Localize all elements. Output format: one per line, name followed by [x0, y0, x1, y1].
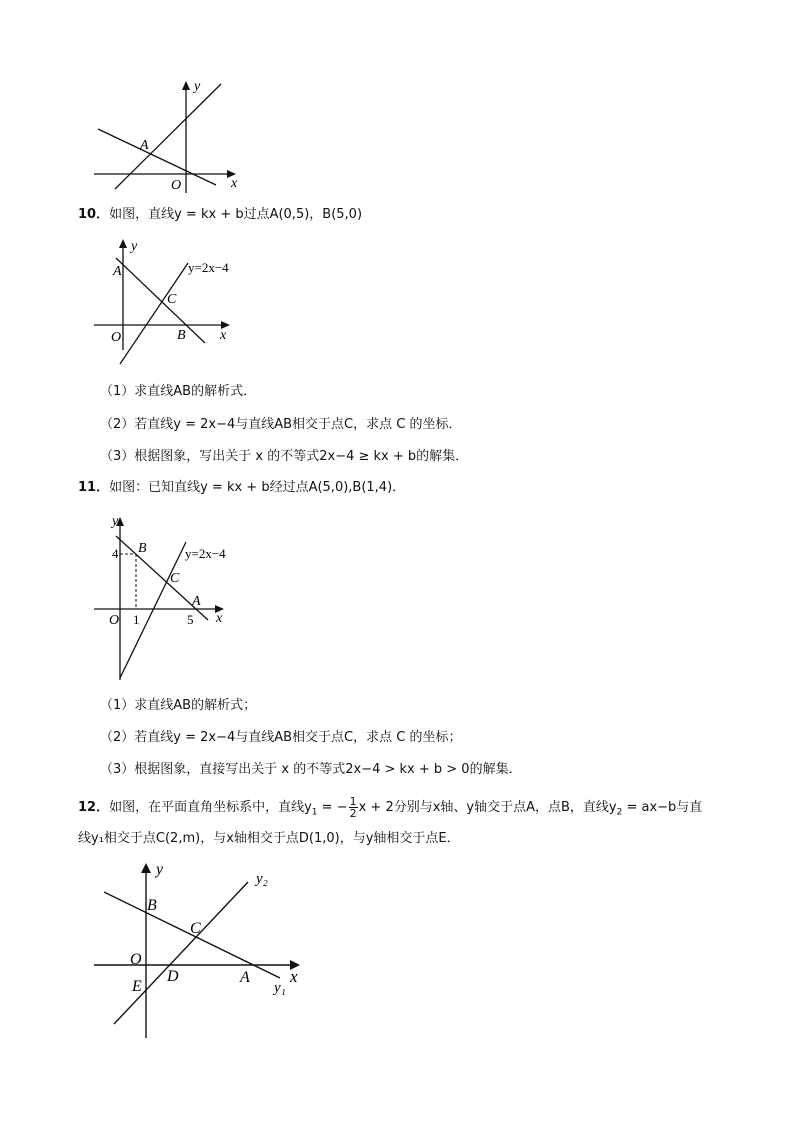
- question-11-part-2: （2）若直线y = 2x−4与直线AB相交于点C，求点 C 的坐标；: [100, 730, 462, 745]
- fraction-denominator: 2: [349, 807, 357, 820]
- fraction-numerator: 1: [349, 795, 357, 808]
- x-axis-label: x: [220, 328, 227, 343]
- subscript: 2: [616, 807, 623, 818]
- point-a-label: A: [192, 594, 201, 609]
- origin-label: O: [111, 330, 122, 345]
- question-11-part-3: （3）根据图象，直接写出关于 x 的不等式2x−4 > kx + b > 0的解集．: [100, 762, 522, 777]
- stem-text: x + 2分别与x轴、y轴交于点A，点B，直线y: [358, 800, 617, 815]
- question-10-part-1: （1）求直线AB的解析式．: [100, 384, 257, 399]
- stem-text: 如图，在平面直角坐标系中，直线y: [109, 800, 312, 815]
- fraction-one-half: [349, 796, 358, 819]
- stem-text: = −: [317, 800, 348, 815]
- y-axis-label: y: [112, 514, 119, 529]
- question-10-part-3: （3）根据图象，写出关于 x 的不等式2x−4 ≥ kx + b的解集．: [100, 449, 469, 464]
- figure-q12: [88, 858, 318, 1043]
- figure-q10: [90, 232, 250, 367]
- point-b-label: B: [177, 328, 186, 343]
- question-text: 如图，直线y = kx + b过点A(0,5)，B(5,0): [109, 207, 363, 222]
- point-e-label: E: [132, 978, 142, 995]
- question-12-stem-line-2-text: 线y₁相交于点C(2,m)，与x轴相交于点D(1,0)，与y轴相交于点E．: [78, 831, 460, 846]
- tick-label-5: 5: [187, 612, 194, 627]
- point-a-label: A: [140, 138, 149, 153]
- line-y2-label: y₂: [256, 871, 268, 887]
- x-axis-label: x: [216, 611, 223, 626]
- origin-label: O: [130, 951, 142, 968]
- tick-label-4: 4: [112, 546, 119, 561]
- x-axis-label: x: [290, 967, 298, 986]
- point-a-label: A: [113, 264, 122, 279]
- figure-q11: [90, 510, 250, 685]
- subscript: 1: [311, 807, 318, 818]
- question-number: 12．: [78, 800, 110, 815]
- line-y1-label: y₁: [274, 980, 286, 996]
- stem-text: = ax−b与直: [622, 800, 703, 815]
- line-equation-label: y=2x−4: [185, 546, 226, 561]
- point-a-label: A: [240, 969, 250, 986]
- y-axis-label: y: [131, 239, 138, 254]
- point-b-label: B: [147, 897, 157, 914]
- point-c-label: C: [167, 292, 177, 307]
- question-text: 如图：已知直线y = kx + b经过点A(5,0),B(1,4)．: [109, 480, 406, 495]
- question-11-part-1: （1）求直线AB的解析式；: [100, 698, 257, 713]
- point-c-label: C: [170, 571, 180, 586]
- question-12-stem-line-1: [78, 796, 702, 824]
- question-number: 10．: [78, 207, 110, 222]
- question-10-part-2: （2）若直线y = 2x−4与直线AB相交于点C，求点 C 的坐标．: [100, 417, 462, 432]
- question-10-stem: [78, 206, 362, 224]
- line-equation-label: y=2x−4: [188, 260, 229, 275]
- tick-label-1: 1: [133, 612, 140, 627]
- y-axis-label: y: [156, 861, 164, 878]
- point-c-label: C: [190, 920, 201, 937]
- origin-label: O: [109, 613, 120, 628]
- figure-q9: [88, 75, 248, 200]
- origin-label: O: [171, 178, 182, 193]
- point-b-label: B: [138, 541, 147, 556]
- y-axis-label: y: [194, 79, 201, 94]
- question-11-stem: [78, 479, 405, 497]
- question-number: 11．: [78, 480, 110, 495]
- x-axis-label: x: [231, 176, 238, 191]
- point-d-label: D: [167, 968, 179, 985]
